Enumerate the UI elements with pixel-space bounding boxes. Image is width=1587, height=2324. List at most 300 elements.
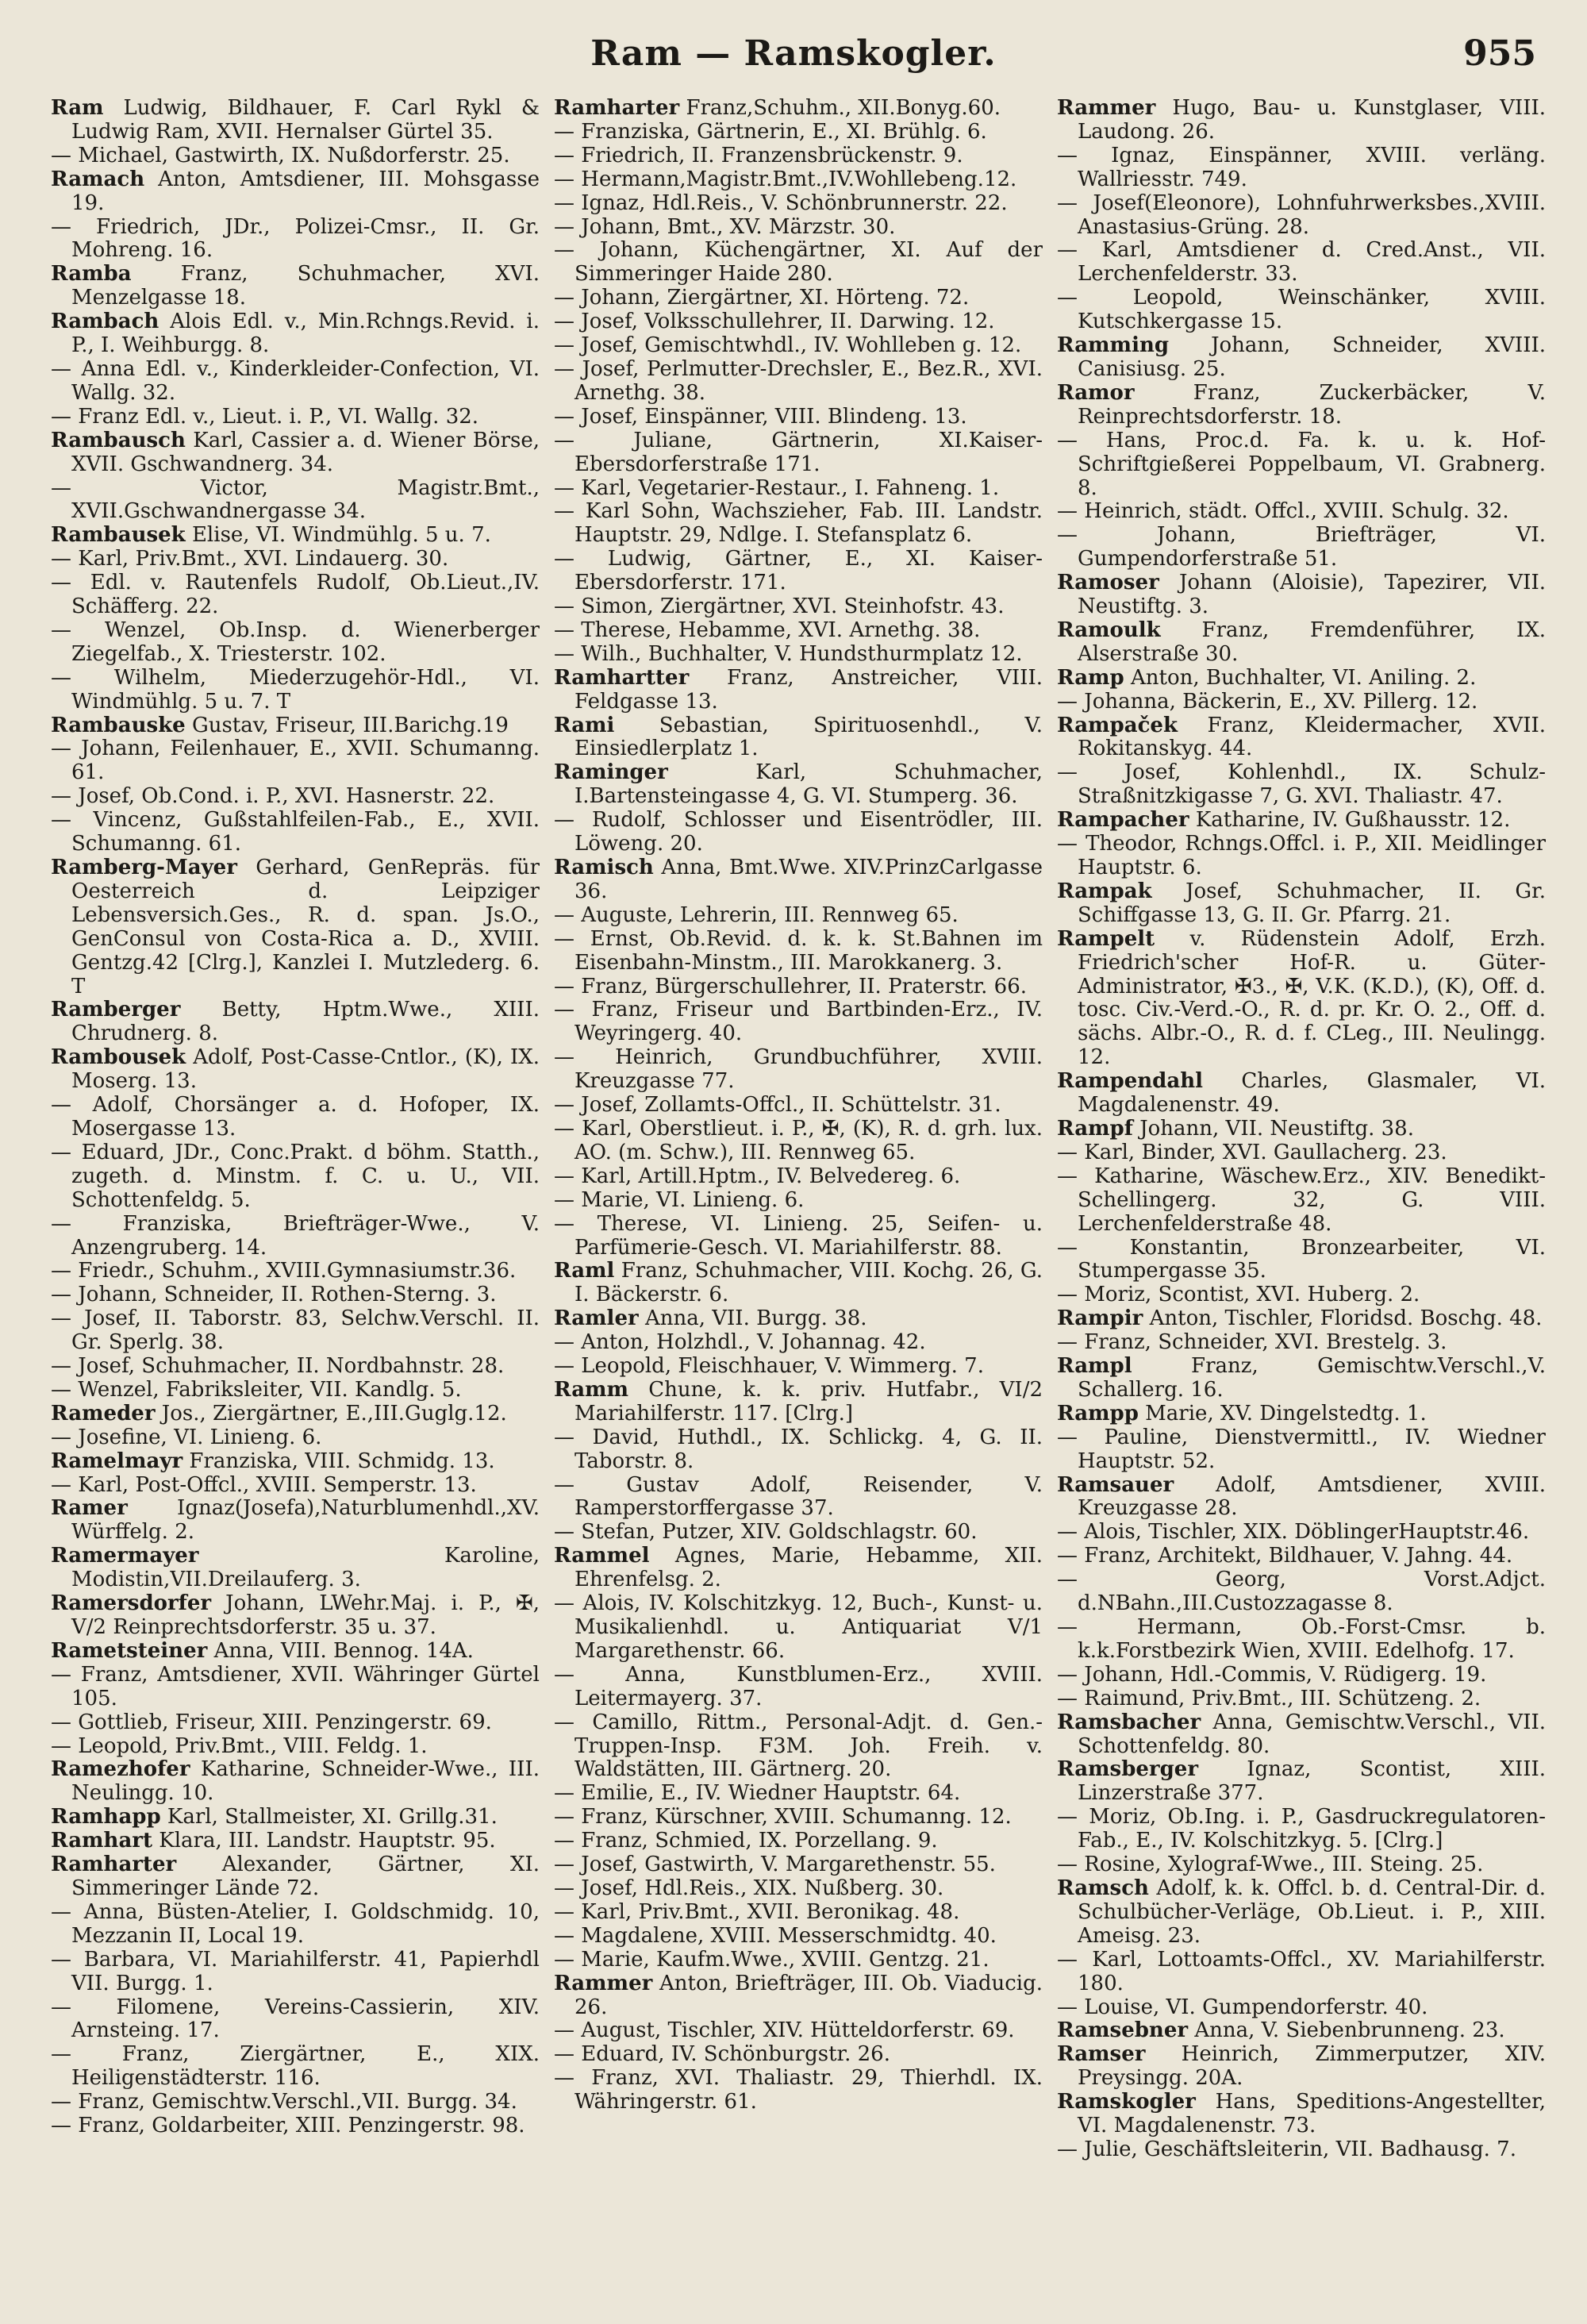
entry-details: Jos., Ziergärtner, E.,III.Guglg.12. [155,1401,507,1426]
entry-details: — Adolf, Chorsänger a. d. Hofoper, IX. Mosergasse 13. [51,1093,540,1141]
entry-details: Alois Edl. v., Min.Rchngs.Revid. i. P., I. Weihburgg. 8. [71,310,540,358]
directory-entry [1057,239,1546,287]
entry-details: — Camillo, Rittm., Personal-Adjt. d. Gen.-Truppen-Insp. F3M. Joh. Freih. v. Waldstätten, III. Gärtnerg. 20. [554,1710,1043,1782]
directory-entry [554,168,1043,192]
entry-details: — Josef, Ob.Cond. i. P., XVI. Hasnerstr. 22. [51,784,495,809]
entry-surname: Rampir [1057,1306,1143,1331]
directory-entry [51,571,540,619]
entry-details: — Karl, Binder, XVI. Gaullacherg. 23. [1057,1140,1447,1164]
entry-surname: Rammer [1057,97,1156,120]
entry-details: — Theodor, Rchngs.Offcl. i. P., XII. Meidlinger Hauptstr. 6. [1057,832,1546,879]
entry-details: — Wilhelm, Miederzugehör-Hdl., VI. Windmühlg. 5 u. 7. T [51,665,540,714]
entry-details: — Simon, Ziergärtner, XVI. Steinhofstr. 43. [554,594,1005,619]
entry-surname: Ramsberger [1057,1757,1199,1782]
entry-details: — Eduard, JDr., Conc.Prakt. d böhm. Statth., zugeth. d. Minstm. f. C. u. U., VII. Schottenfeldg. 5. [51,1140,540,1212]
entry-details: Marie, XV. Dingelstedtg. 1. [1138,1401,1427,1426]
directory-entry [1057,429,1546,501]
directory-entry [51,1592,540,1640]
directory-entry [1057,1141,1546,1165]
entry-details: Franz, Schuhmacher, VIII. Kochg. 26, G. I. Bäckerstr. 6. [574,1259,1043,1307]
entry-details: — Alois, IV. Kolschitzkyg. 12, Buch-, Kunst- u. Musikalienhdl. u. Antiquariat V/1 Margarethenstr. 66. [554,1591,1043,1663]
directory-entry [554,334,1043,358]
entry-details: Hans, Speditions-Angestellter, VI. Magdalenenstr. 73. [1078,2090,1546,2138]
entry-details: — Magdalene, XVIII. Messerschmidtg. 40. [554,1923,997,1948]
entry-surname: Rambauske [51,713,186,737]
entry-details: Alexander, Gärtner, XI. Simmeringer Lände 72. [71,1853,540,1900]
directory-entry [51,406,540,429]
entry-details: Chune, k. k. priv. Hutfabr., VI/2 Mariahilferstr. 117. [Clrg.] [574,1377,1043,1426]
entry-details: Anton, Tischler, Floridsd. Boschg. 48. [1143,1306,1543,1331]
entry-surname: Rammel [554,1544,650,1568]
directory-entry [1057,1545,1546,1568]
directory-entry [51,1758,540,1806]
entry-details: — Hermann,Magistr.Bmt.,IV.Wohllebeng.12. [554,167,1017,191]
entry-details: — Wenzel, Ob.Insp. d. Wienerberger Ziegelfab., X. Triesterstr. 102. [51,618,540,666]
directory-entry [1057,2091,1546,2138]
entry-details: Anna, VIII. Bennog. 14A. [207,1638,474,1663]
directory-entry [554,121,1043,144]
directory-entry [1057,334,1546,382]
entry-details: — Stefan, Putzer, XIV. Goldschlagstr. 60. [554,1520,978,1545]
entry-details: — Moriz, Ob.Ing. i. P., Gasdruckregulatoren-Fab., E., IV. Kolschitzkyg. 5. [Clrg.] [1057,1805,1546,1853]
page-number: 955 [1463,33,1536,74]
entry-details: Anna, VII. Burgg. 38. [638,1306,867,1331]
entry-surname: Rampendahl [1057,1069,1203,1094]
directory-entry [51,785,540,809]
directory-entry [51,2043,540,2091]
entry-surname: Ramsbacher [1057,1710,1201,1734]
directory-entry [554,714,1043,762]
directory-entry [51,429,540,477]
entry-surname: Ramser [1057,2042,1146,2067]
directory-entry [1057,1568,1546,1616]
entry-details: — Konstantin, Bronzearbeiter, VI. Stumpergasse 35. [1057,1235,1546,1283]
entry-surname: Ramba [51,262,132,287]
entry-details: Anton, Briefträger, III. Ob. Viaducig. 26. [574,1971,1043,2019]
entry-details: — Anna, Kunstblumen-Erz., XVIII. Leitermayerg. 37. [554,1662,1043,1710]
entry-details: — Hermann, Ob.-Forst-Cmsr. b. k.k.Forstbezirk Wien, XVIII. Edelhofg. 17. [1057,1615,1546,1663]
directory-entry [554,1545,1043,1592]
entry-details: — Auguste, Lehrerin, III. Rennweg 65. [554,902,959,927]
entry-details: — Friedrich, JDr., Polizei-Cmsr., II. Gr. Mohreng. 16. [51,214,540,263]
entry-details: — Edl. v. Rautenfels Rudolf, Ob.Lieut.,IV. Schäfferg. 22. [51,571,540,619]
entry-details: — Josef, Kohlenhdl., IX. Schulz-Straßnitzkigasse 7, G. XVI. Thaliastr. 47. [1057,760,1546,809]
directory-entry [1057,192,1546,240]
entry-surname: Ramermayer [51,1544,199,1568]
directory-entry [1057,761,1546,809]
directory-entry [1057,1806,1546,1853]
entry-surname: Rampacher [1057,808,1189,833]
directory-entry [1057,1474,1546,1522]
directory-entry [554,1925,1043,1949]
entry-details: Karl, Schuhmacher, I.Bartensteingasse 4, G. VI. Stumperg. 36. [574,760,1043,809]
directory-column-2 [554,97,1043,2295]
entry-details: — Johann, Hdl.-Commis, V. Rüdigerg. 19. [1057,1662,1487,1687]
entry-details: — Franziska, Gärtnerin, E., XI. Brühlg. 6. [554,119,987,144]
directory-entry [1057,2043,1546,2091]
entry-surname: Ramoulk [1057,618,1161,642]
entry-details: Franz, Fremdenführer, IX. Alserstraße 30. [1078,618,1546,666]
entry-details: — Therese, VI. Linieng. 25, Seifen- u. Parfümerie-Gesch. VI. Mariahilferstr. 88. [554,1211,1043,1260]
entry-details: — Johann, Feilenhauer, E., XVII. Schumanng. 61. [51,737,540,785]
directory-entry [1057,1996,1546,2020]
entry-surname: Ramelmayr [51,1449,183,1473]
columns-container [51,97,1546,2295]
entry-surname: Ramsch [1057,1876,1149,1900]
directory-entry [1057,1402,1546,1426]
directory-entry [554,2067,1043,2114]
entry-details: Klara, III. Landstr. Hauptstr. 95. [152,1829,496,1853]
entry-details: — Vincenz, Gußstahlfeilen-Fab., E., XVII. Schumanng. 61. [51,808,540,856]
directory-entry [51,548,540,571]
entry-surname: Ramler [554,1306,639,1331]
entry-details: Gustav, Friseur, III.Barichg.19 [185,713,509,737]
directory-entry [554,1426,1043,1474]
entry-surname: Rampaček [1057,713,1178,737]
directory-entry [1057,1877,1546,1949]
directory-entry [51,714,540,738]
entry-details: — Karl, Priv.Bmt., XVI. Lindauerg. 30. [51,547,449,571]
directory-entry [1057,619,1546,667]
entry-details: — Franz, Architekt, Bildhauer, V. Jahng. 44. [1057,1544,1513,1568]
directory-column-3 [1057,97,1546,2295]
entry-details: — Ludwig, Gärtner, E., XI. Kaiser-Ebersdorferstr. 171. [554,547,1043,595]
directory-entry [51,1545,540,1592]
directory-entry [554,1830,1043,1853]
entry-surname: Rami [554,713,615,737]
directory-entry [554,1118,1043,1165]
entry-surname: Ramach [51,167,145,191]
directory-entry [51,97,540,144]
directory-entry [1057,1853,1546,1877]
entry-details: Ignaz(Josefa),Naturblumenhdl.,XV. Würffelg. 2. [71,1496,540,1545]
directory-column-1 [51,97,540,2295]
entry-details: — Karl, Priv.Bmt., XVII. Beronikag. 48. [554,1899,960,1924]
directory-entry [554,928,1043,975]
entry-details: — Franz, Ziergärtner, E., XIX. Heiligenstädterstr. 116. [51,2042,540,2091]
entry-details: — Rosine, Xylograf-Wwe., III. Steing. 25. [1057,1853,1484,1877]
entry-details: Katharine, Schneider-Wwe., III. Neulingg. 10. [71,1757,540,1806]
entry-details: — Ignaz, Hdl.Reis., V. Schönbrunnerstr. 22. [554,190,1008,215]
directory-entry [554,1213,1043,1260]
directory-entry [51,1355,540,1379]
entry-details: Josef, Schuhmacher, II. Gr. Schiffgasse 13, G. II. Gr. Pfarrg. 21. [1078,879,1546,927]
directory-entry [1057,1711,1546,1759]
directory-entry [554,1189,1043,1213]
directory-entry [554,643,1043,667]
entry-details: — Leopold, Priv.Bmt., VIII. Feldg. 1. [51,1733,428,1758]
directory-entry [1057,809,1546,833]
entry-surname: Rampf [1057,1116,1133,1141]
directory-entry [554,97,1043,121]
entry-details: Johann, Schneider, XVIII. Canisiusg. 25. [1078,333,1546,381]
directory-entry [554,1782,1043,1806]
directory-entry [51,619,540,667]
directory-entry [51,144,540,168]
directory-entry [554,619,1043,643]
entry-details: — Leopold, Weinschänker, XVIII. Kutschkergasse 15. [1057,286,1546,334]
entry-details: — Georg, Vorst.Adjct. d.NBahn.,III.Custozzagasse 8. [1057,1568,1546,1616]
directory-entry [51,737,540,785]
entry-details: — Josef, Hdl.Reis., XIX. Nußberg. 30. [554,1876,944,1900]
entry-details: Johann (Aloisie), Tapezirer, VII. Neustiftg. 3. [1078,571,1546,619]
directory-entry [554,2019,1043,2043]
entry-details: — Eduard, IV. Schönburgstr. 26. [554,2042,890,2067]
directory-entry [1057,1521,1546,1545]
directory-entry [51,1379,540,1402]
directory-entry [1057,1283,1546,1307]
running-head [51,22,1536,94]
directory-entry [51,1450,540,1474]
directory-entry [51,1426,540,1450]
entry-details: — Anton, Holzhdl., V. Johannag. 42. [554,1330,926,1355]
entry-details: Franz,Schuhm., XII.Bonyg.60. [679,97,1001,120]
directory-entry [51,216,540,264]
directory-entry [51,1213,540,1260]
directory-entry [554,595,1043,619]
entry-details: — Wenzel, Fabriksleiter, VII. Kandlg. 5. [51,1377,462,1402]
directory-entry [554,904,1043,928]
directory-entry [51,1046,540,1094]
entry-details: Anna, V. Siebenbrunneng. 23. [1188,2018,1505,2043]
entry-surname: Rambousek [51,1045,186,1070]
directory-entry [51,1949,540,1996]
entry-details: — Heinrich, Grundbuchführer, XVIII. Kreuzgasse 77. [554,1045,1043,1094]
directory-entry [1057,1355,1546,1402]
entry-details: — Karl Sohn, Wachszieher, Fab. III. Landstr. Hauptstr. 29, Ndlge. I. Stefansplatz 6. [554,499,1043,548]
directory-entry [51,1901,540,1949]
directory-entry [554,548,1043,595]
directory-entry [554,1094,1043,1118]
entry-surname: Ramharter [554,97,680,120]
directory-entry [51,1283,540,1307]
entry-details: — Filomene, Vereins-Cassierin, XIV. Arnsteing. 17. [51,1995,540,2043]
entry-details: — Anna Edl. v., Kinderkleider-Confection, VI. Wallg. 32. [51,356,540,405]
entry-details: — Katharine, Wäschew.Erz., XIV. Benedikt-Schellingerg. 32, G. VIII. Lerchenfelderstraße 48. [1057,1164,1546,1236]
directory-entry [554,2043,1043,2067]
entry-details: — August, Tischler, XIV. Hütteldorferstr. 69. [554,2018,1015,2043]
directory-entry [1057,1331,1546,1355]
directory-entry [554,1521,1043,1545]
directory-entry [1057,667,1546,691]
entry-details: — Franz, Kürschner, XVIII. Schumanng. 12. [554,1805,1012,1830]
entry-details: — Ernst, Ob.Revid. d. k. k. St.Bahnen im Eisenbahn-Minstm., III. Marokkanerg. 3. [554,926,1043,975]
entry-details: — David, Huthdl., IX. Schlickg. 4, G. II. Taborstr. 8. [554,1425,1043,1473]
directory-entry [554,287,1043,310]
entry-details: Franziska, VIII. Schmidg. 13. [183,1449,495,1473]
directory-entry [554,239,1043,287]
entry-surname: Ramming [1057,333,1170,358]
entry-details: Katharine, IV. Gußhausstr. 12. [1189,808,1511,833]
entry-details: Adolf, Amtsdiener, XVIII. Kreuzgasse 28. [1078,1472,1546,1521]
entry-details: — Franz, XVI. Thaliastr. 29, Thierhdl. IX. Währingerstr. 61. [554,2066,1043,2114]
entry-details: Franz, Anstreicher, VIII. Feldgasse 13. [574,665,1043,714]
directory-entry [554,1474,1043,1522]
entry-details: — Emilie, E., IV. Wiedner Hauptstr. 64. [554,1781,961,1806]
directory-entry [51,524,540,548]
entry-details: — Josef(Eleonore), Lohnfuhrwerksbes.,XVIII. Anastasius-Grüng. 28. [1057,190,1546,239]
directory-entry [51,1664,540,1711]
directory-entry [554,1307,1043,1331]
entry-details: — Josef, Gastwirth, V. Margarethenstr. 55. [554,1853,996,1877]
directory-entry [554,477,1043,501]
entry-details: Franz, Gemischtw.Verschl.,V. Schallerg. 16. [1078,1354,1546,1402]
entry-details: — Ignaz, Einspänner, XVIII. verläng. Wallriesstr. 749. [1057,143,1546,191]
entry-details: — Gottlieb, Friseur, XIII. Penzingerstr. 69. [51,1710,492,1734]
entry-details: — Barbara, VI. Mariahilferstr. 41, Papierhdl VII. Burgg. 1. [51,1947,540,1995]
entry-details: — Franz, Schneider, XVI. Brestelg. 3. [1057,1330,1447,1355]
directory-entry [51,1141,540,1213]
directory-entry [51,1260,540,1283]
directory-entry [1057,691,1546,714]
entry-surname: Rampak [1057,879,1152,903]
entry-details: Franz, Kleidermacher, XVII. Rokitanskyg. 44. [1078,713,1546,761]
entry-details: — Johann, Ziergärtner, XI. Hörteng. 72. [554,286,970,310]
entry-surname: Ramp [1057,665,1124,690]
directory-entry [1057,382,1546,429]
directory-entry [554,500,1043,548]
directory-entry [554,1853,1043,1877]
directory-entry [51,2091,540,2114]
directory-entry [554,310,1043,334]
entry-details: — Johanna, Bäckerin, E., XV. Pillerg. 12. [1057,689,1478,714]
directory-entry [51,1497,540,1545]
entry-surname: Ramer [51,1496,128,1521]
entry-surname: Ramberger [51,998,181,1022]
entry-surname: Ramm [554,1377,629,1402]
directory-entry [51,998,540,1046]
entry-details: Ludwig, Bildhauer, F. Carl Rykl & Ludwig Ram, XVII. Hernalser Gürtel 35. [71,97,540,144]
entry-surname: Rammer [554,1971,653,1995]
entry-details: Franz, Zuckerbäcker, V. Reinprechtsdorferstr. 18. [1078,380,1546,429]
directory-entry [51,2114,540,2138]
entry-details: — Johann, Küchengärtner, XI. Auf der Simmeringer Haide 280. [554,238,1043,287]
directory-entry [554,144,1043,168]
directory-entry [1057,1758,1546,1806]
directory-entry [1057,1664,1546,1687]
entry-details: — Karl, Amtsdiener d. Cred.Anst., VII. Lerchenfelderstr. 33. [1057,238,1546,287]
directory-entry [51,1094,540,1141]
entry-surname: Rameder [51,1401,156,1426]
directory-entry [51,1735,540,1759]
directory-entry [1057,1118,1546,1141]
directory-entry [1057,1307,1546,1331]
directory-entry [1057,1687,1546,1711]
directory-entry [554,1949,1043,1972]
directory-entry [554,998,1043,1046]
entry-details: Franz, Schuhmacher, XVI. Menzelgasse 18. [71,262,540,310]
directory-entry [554,1260,1043,1307]
entry-details: — Johann, Briefträger, VI. Gumpendorferstraße 51. [1057,523,1546,571]
directory-entry [51,856,540,998]
entry-details: Anton, Buchhalter, VI. Aniling. 2. [1124,665,1477,690]
entry-details: Charles, Glasmaler, VI. Magdalenenstr. 49. [1078,1069,1546,1118]
directory-entry [51,1474,540,1498]
directory-entry [1057,880,1546,928]
entry-details: Adolf, Post-Casse-Cntlor., (K), IX. Moserg. 13. [71,1045,540,1094]
directory-entry [1057,1949,1546,1996]
entry-surname: Rambausch [51,428,186,452]
directory-entry [554,1972,1043,2020]
entry-details: Sebastian, Spirituosenhdl., V. Einsiedlerplatz 1. [574,713,1043,761]
entry-details: — Juliane, Gärtnerin, XI.Kaiser-Ebersdorferstraße 171. [554,428,1043,476]
entry-details: — Josefine, VI. Linieng. 6. [51,1425,322,1449]
entry-details: — Alois, Tischler, XIX. DöblingerHauptstr.46. [1057,1520,1530,1545]
directory-entry [554,1355,1043,1379]
entry-details: — Marie, Kaufm.Wwe., XVIII. Gentzg. 21. [554,1947,989,1972]
directory-entry [51,358,540,406]
entry-surname: Ramharter [51,1853,177,1877]
entry-details: Hugo, Bau- u. Kunstglaser, VIII. Laudong. 26. [1078,97,1546,144]
directory-entry [554,1806,1043,1830]
directory-entry [554,761,1043,809]
directory-entry [1057,1237,1546,1284]
directory-entry [554,809,1043,856]
entry-details: — Josef, Einspänner, VIII. Blindeng. 13. [554,404,967,429]
entry-surname: Ramersdorfer [51,1591,212,1616]
entry-details: — Karl, Post-Offcl., XVIII. Semperstr. 13. [51,1472,477,1497]
entry-details: — Karl, Lottoamts-Offcl., XV. Mariahilferstr. 180. [1057,1947,1546,1995]
entry-details: — Rudolf, Schlosser und Eisentrödler, III. Löweng. 20. [554,808,1043,856]
directory-entry [554,1711,1043,1783]
entry-surname: Ramor [1057,380,1135,405]
entry-details: v. Rüdenstein Adolf, Erzh. Friedrich'scher Hof-R. u. Güter-Administrator, ✠3., ✠, V.K. (K.D.), (K), Off. d. tosc. Civ.-Verd.-O., R. d. pr. Kr. O. 2., Off. d. sächs. Albr.-O., R. d. f. CLeg., III. Neulingg. 12. [1078,926,1546,1070]
entry-surname: Ramhartter [554,665,690,690]
directory-entry [554,975,1043,999]
directory-entry [51,1830,540,1853]
directory-entry [51,1996,540,2044]
entry-details: — Marie, VI. Linieng. 6. [554,1187,805,1212]
directory-entry [1057,144,1546,192]
entry-details: — Raimund, Priv.Bmt., III. Schützeng. 2. [1057,1686,1481,1710]
directory-entry [554,1331,1043,1355]
entry-details: — Karl, Vegetarier-Restaur., I. Fahneng. 1. [554,475,1000,500]
entry-details: — Karl, Oberstlieut. i. P., ✠, (K), R. d. grh. lux. AO. (m. Schw.), III. Rennweg 65. [554,1116,1043,1164]
entry-surname: Ramezhofer [51,1757,190,1782]
entry-details: — Josef, Volksschullehrer, II. Darwing. 12. [554,310,995,334]
entry-details: — Leopold, Fleischhauer, V. Wimmerg. 7. [554,1354,984,1379]
entry-details: — Anna, Büsten-Atelier, I. Goldschmidg. 10, Mezzanin II, Local 19. [51,1899,540,1948]
entry-details: — Franz, Friseur und Bartbinden-Erz., IV. Weyringerg. 40. [554,998,1043,1046]
entry-surname: Ramskogler [1057,2090,1196,2114]
entry-details: — Louise, VI. Gumpendorferstr. 40. [1057,1995,1428,2019]
directory-entry [1057,2138,1546,2162]
directory-entry [51,1853,540,1901]
directory-entry [554,1046,1043,1094]
entry-details: — Michael, Gastwirth, IX. Nußdorferstr. 25. [51,143,510,167]
directory-entry [554,856,1043,904]
entry-details: — Wilh., Buchhalter, V. Hundsthurmplatz 12. [554,641,1023,666]
entry-details: — Therese, Hebamme, XVI. Arnethg. 38. [554,618,981,642]
directory-entry [51,1640,540,1664]
entry-details: Heinrich, Zimmerputzer, XIV. Preysingg. 20A. [1078,2042,1546,2091]
directory-entry [51,1711,540,1735]
directory-entry [1057,928,1546,1070]
directory-entry [1057,1165,1546,1237]
directory-entry [554,216,1043,240]
entry-details: — Gustav Adolf, Reisender, V. Ramperstorffergasse 37. [554,1472,1043,1521]
entry-details: — Friedrich, II. Franzensbrückenstr. 9. [554,143,963,167]
entry-details: — Hans, Proc.d. Fa. k. u. k. Hof-Schriftgießerei Poppelbaum, VI. Grabnerg. 8. [1057,428,1546,500]
entry-surname: Rambach [51,310,159,334]
directory-entry [554,429,1043,477]
entry-details: Johann, VII. Neustiftg. 38. [1132,1116,1414,1141]
directory-entry [1057,500,1546,524]
directory-entry [554,667,1043,714]
entry-details: Adolf, k. k. Offcl. b. d. Central-Dir. d. Schulbücher-Verläge, Ob.Lieut. i. P., XIII. Ameisg. 23. [1078,1876,1546,1948]
entry-details: — Heinrich, städt. Offcl., XVIII. Schulg. 32. [1057,499,1509,524]
directory-entry [1057,1426,1546,1474]
